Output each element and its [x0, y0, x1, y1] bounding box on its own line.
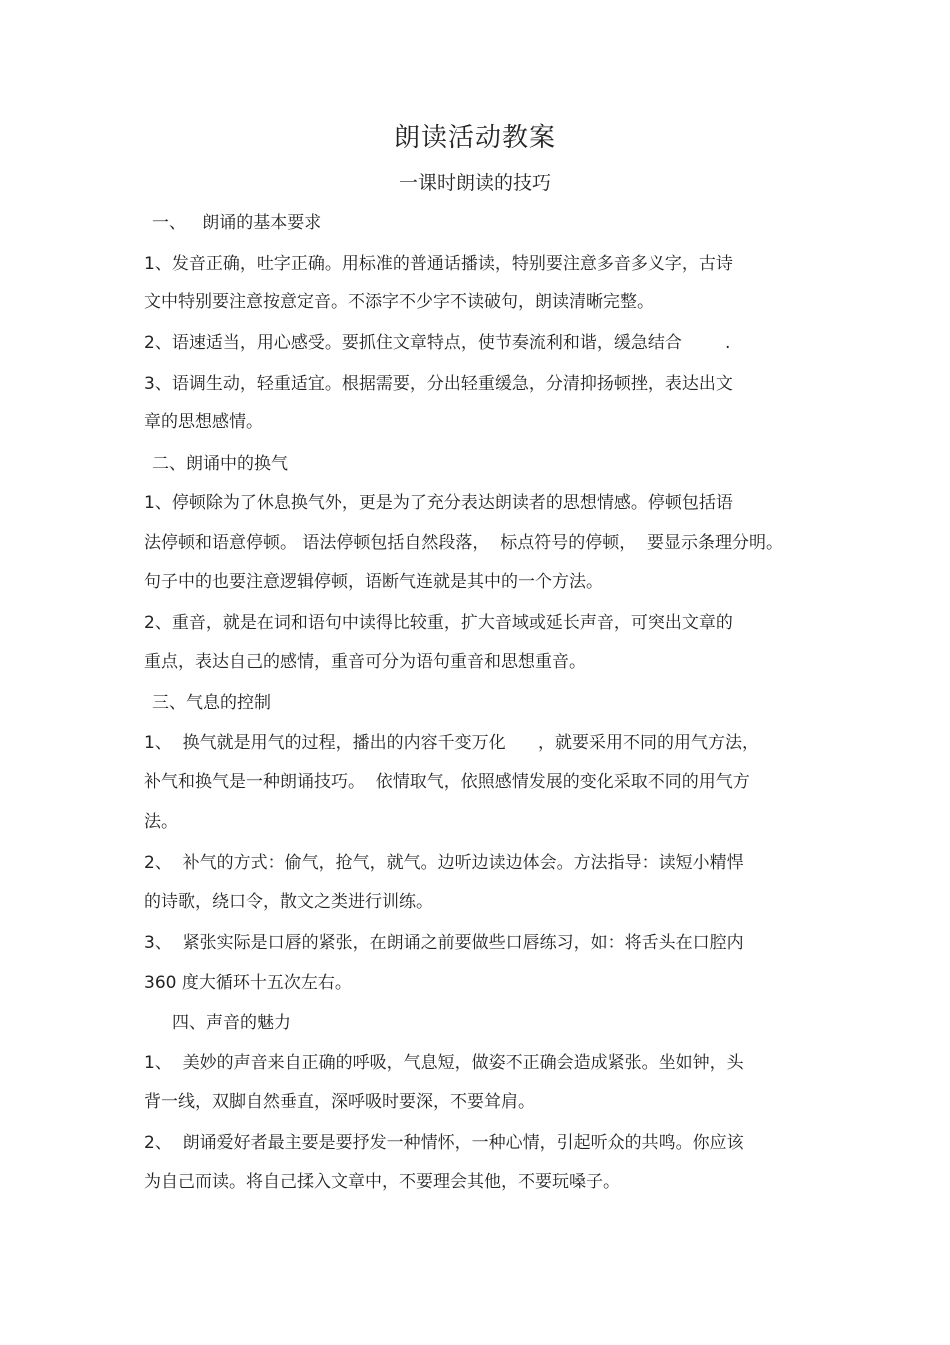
paragraph-line: 1、 换气就是用气的过程，播出的内容千变万化 ，就要采用不同的用气方法， — [144, 733, 760, 753]
paragraph-line: 2、重音，就是在词和语句中读得比较重，扩大音域或延长声音，可突出文章的 — [144, 613, 733, 633]
paragraph-line: 3、 紧张实际是口唇的紧张，在朗诵之前要做些口唇练习，如：将舌头在口腔内 — [144, 933, 744, 953]
paragraph-line: 1、发音正确，吐字正确。用标准的普通话播读，特别要注意多音多义字，古诗 — [144, 254, 733, 274]
paragraph-line: 文中特别要注意按意定音。不添字不少字不读破句，朗读清晰完整。 — [144, 292, 654, 312]
document-title: 朗读活动教案 — [393, 123, 556, 153]
section-heading-4: 四、声音的魅力 — [172, 1013, 291, 1033]
paragraph-line: 法。 — [144, 812, 178, 832]
paragraph-line: 3、语调生动，轻重适宜。根据需要，分出轻重缓急，分清抑扬顿挫，表达出文 — [144, 374, 733, 394]
paragraph-line: 章的思想感情。 — [144, 412, 263, 432]
paragraph-line: 重点，表达自己的感情，重音可分为语句重音和思想重音。 — [144, 652, 586, 672]
section-heading-1: 一、 朗诵的基本要求 — [152, 213, 322, 233]
paragraph-line: 2、 朗诵爱好者最主要是要抒发一种情怀，一种心情，引起听众的共鸣。你应该 — [144, 1133, 744, 1153]
paragraph-line: 1、停顿除为了休息换气外，更是为了充分表达朗读者的思想情感。停顿包括语 — [144, 493, 733, 513]
paragraph-line: 2、 补气的方式：偷气，抢气，就气。边听边读边体会。方法指导：读短小精悍 — [144, 853, 744, 873]
paragraph-line: 2、语速适当，用心感受。要抓住文章特点，使节奏流利和谐，缓急结合 . — [144, 333, 731, 353]
paragraph-line: 的诗歌，绕口令，散文之类进行训练。 — [144, 892, 433, 912]
paragraph-line: 360 度大循环十五次左右。 — [144, 973, 352, 993]
paragraph-line: 1、 美妙的声音来自正确的呼吸，气息短，做姿不正确会造成紧张。坐如钟，头 — [144, 1053, 744, 1073]
paragraph-line: 句子中的也要注意逻辑停顿，语断气连就是其中的一个方法。 — [144, 572, 603, 592]
paragraph-line: 背一线，双脚自然垂直，深呼吸时要深，不要耸肩。 — [144, 1092, 535, 1112]
section-heading-3: 三、气息的控制 — [152, 693, 271, 713]
section-heading-2: 二、朗诵中的换气 — [152, 454, 288, 474]
paragraph-line: 法停顿和语意停顿。 语法停顿包括自然段落， 标点符号的停顿， 要显示条理分明。 — [144, 533, 784, 553]
document-subtitle: 一课时朗读的技巧 — [398, 172, 551, 194]
paragraph-line: 为自己而读。将自己揉入文章中，不要理会其他，不要玩嗓子。 — [144, 1172, 620, 1192]
paragraph-line: 补气和换气是一种朗诵技巧。 依情取气，依照感情发展的变化采取不同的用气方 — [144, 772, 750, 792]
